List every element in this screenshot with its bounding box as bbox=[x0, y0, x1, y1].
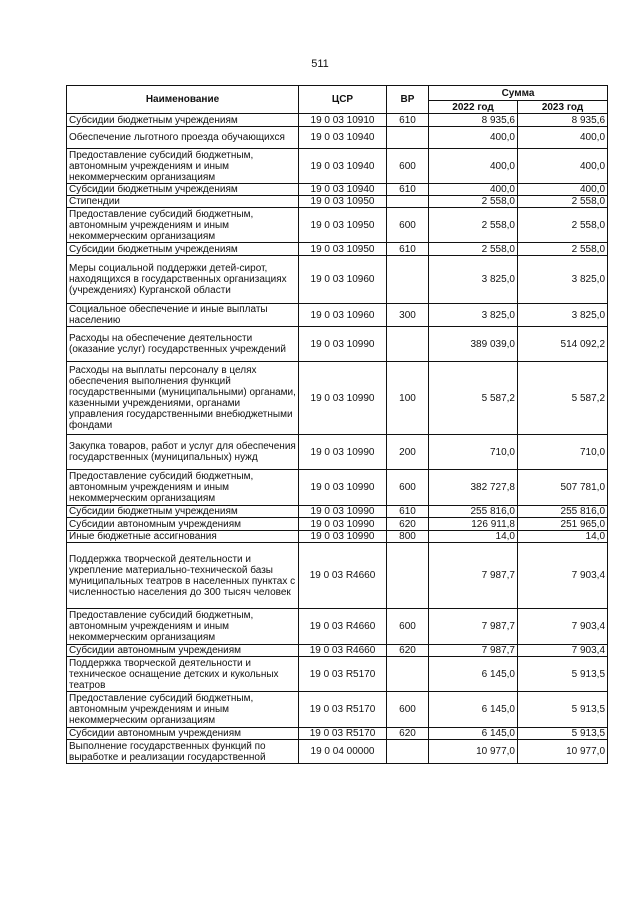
cell-name: Расходы на выплаты персоналу в целях обеспечения выполнения функций государственными (муниципальными) органами, казенными учреждениями, органами управления государственными внебюджетными фондами bbox=[67, 362, 299, 435]
cell-vr: 610 bbox=[387, 506, 429, 518]
cell-vr bbox=[387, 657, 429, 692]
cell-sum-2023: 400,0 bbox=[518, 127, 608, 149]
cell-sum-2023: 7 903,4 bbox=[518, 645, 608, 657]
cell-vr: 600 bbox=[387, 609, 429, 645]
cell-name: Поддержка творческой деятельности и техническое оснащение детских и кукольных театров bbox=[67, 657, 299, 692]
cell-sum-2022: 7 987,7 bbox=[429, 543, 518, 609]
cell-name: Субсидии автономным учреждениям bbox=[67, 645, 299, 657]
cell-csr: 19 0 03 R4660 bbox=[299, 609, 387, 645]
table-row bbox=[67, 657, 608, 692]
cell-name: Стипендии bbox=[67, 196, 299, 208]
cell-sum-2022: 2 558,0 bbox=[429, 196, 518, 208]
table-row bbox=[67, 127, 608, 149]
header-name: Наименование bbox=[67, 86, 299, 114]
cell-csr: 19 0 03 10990 bbox=[299, 506, 387, 518]
cell-csr: 19 0 03 R5170 bbox=[299, 692, 387, 728]
header-vr: ВР bbox=[387, 86, 429, 114]
cell-sum-2023: 2 558,0 bbox=[518, 208, 608, 243]
cell-csr: 19 0 04 00000 bbox=[299, 740, 387, 764]
cell-sum-2023: 7 903,4 bbox=[518, 609, 608, 645]
cell-sum-2022: 10 977,0 bbox=[429, 740, 518, 764]
cell-sum-2022: 14,0 bbox=[429, 531, 518, 543]
cell-csr: 19 0 03 10950 bbox=[299, 243, 387, 256]
table-row bbox=[67, 506, 608, 518]
table-body bbox=[67, 114, 608, 764]
cell-vr: 800 bbox=[387, 531, 429, 543]
cell-sum-2022: 6 145,0 bbox=[429, 728, 518, 740]
cell-csr: 19 0 03 R4660 bbox=[299, 645, 387, 657]
cell-sum-2022: 8 935,6 bbox=[429, 114, 518, 127]
cell-name: Расходы на обеспечение деятельности (оказание услуг) государственных учреждений bbox=[67, 327, 299, 362]
cell-csr: 19 0 03 R5170 bbox=[299, 657, 387, 692]
cell-name: Предоставление субсидий бюджетным, автономным учреждениям и иным некоммерческим организациям bbox=[67, 692, 299, 728]
table-row bbox=[67, 609, 608, 645]
cell-sum-2022: 7 987,7 bbox=[429, 645, 518, 657]
table-row bbox=[67, 740, 608, 764]
cell-vr: 600 bbox=[387, 470, 429, 506]
cell-sum-2023: 514 092,2 bbox=[518, 327, 608, 362]
cell-name: Поддержка творческой деятельности и укрепление материально-технической базы муниципальных театров в населенных пунктах с численностью населения до 300 тысяч человек bbox=[67, 543, 299, 609]
header-year-2022: 2022 год bbox=[429, 101, 518, 114]
cell-name: Субсидии автономным учреждениям bbox=[67, 518, 299, 531]
cell-sum-2022: 3 825,0 bbox=[429, 304, 518, 327]
cell-sum-2022: 6 145,0 bbox=[429, 692, 518, 728]
cell-csr: 19 0 03 10990 bbox=[299, 531, 387, 543]
cell-csr: 19 0 03 10990 bbox=[299, 362, 387, 435]
header-year-2023: 2023 год bbox=[518, 101, 608, 114]
cell-csr: 19 0 03 10910 bbox=[299, 114, 387, 127]
cell-sum-2023: 8 935,6 bbox=[518, 114, 608, 127]
cell-sum-2023: 5 587,2 bbox=[518, 362, 608, 435]
cell-vr bbox=[387, 256, 429, 304]
cell-sum-2022: 2 558,0 bbox=[429, 243, 518, 256]
cell-sum-2023: 5 913,5 bbox=[518, 728, 608, 740]
table-row bbox=[67, 645, 608, 657]
cell-sum-2023: 400,0 bbox=[518, 149, 608, 184]
cell-name: Иные бюджетные ассигнования bbox=[67, 531, 299, 543]
cell-sum-2023: 255 816,0 bbox=[518, 506, 608, 518]
cell-name: Предоставление субсидий бюджетным, автономным учреждениям и иным некоммерческим организациям bbox=[67, 609, 299, 645]
cell-csr: 19 0 03 10960 bbox=[299, 304, 387, 327]
table-row bbox=[67, 362, 608, 435]
cell-vr: 610 bbox=[387, 114, 429, 127]
cell-csr: 19 0 03 10950 bbox=[299, 208, 387, 243]
cell-vr: 300 bbox=[387, 304, 429, 327]
cell-vr bbox=[387, 543, 429, 609]
table-row bbox=[67, 435, 608, 470]
cell-csr: 19 0 03 R5170 bbox=[299, 728, 387, 740]
cell-sum-2023: 2 558,0 bbox=[518, 196, 608, 208]
cell-name: Субсидии бюджетным учреждениям bbox=[67, 506, 299, 518]
cell-csr: 19 0 03 R4660 bbox=[299, 543, 387, 609]
cell-name: Обеспечение льготного проезда обучающихся bbox=[67, 127, 299, 149]
cell-csr: 19 0 03 10990 bbox=[299, 327, 387, 362]
cell-csr: 19 0 03 10990 bbox=[299, 470, 387, 506]
cell-name: Субсидии бюджетным учреждениям bbox=[67, 243, 299, 256]
cell-name: Субсидии автономным учреждениям bbox=[67, 728, 299, 740]
cell-sum-2023: 2 558,0 bbox=[518, 243, 608, 256]
cell-vr bbox=[387, 196, 429, 208]
table-row bbox=[67, 728, 608, 740]
cell-vr: 600 bbox=[387, 149, 429, 184]
table-row bbox=[67, 114, 608, 127]
table-row bbox=[67, 518, 608, 531]
cell-sum-2023: 14,0 bbox=[518, 531, 608, 543]
cell-name: Предоставление субсидий бюджетным, автономным учреждениям и иным некоммерческим организациям bbox=[67, 149, 299, 184]
cell-name: Социальное обеспечение и иные выплаты населению bbox=[67, 304, 299, 327]
cell-vr: 620 bbox=[387, 728, 429, 740]
cell-sum-2022: 389 039,0 bbox=[429, 327, 518, 362]
table-row bbox=[67, 304, 608, 327]
table-row bbox=[67, 243, 608, 256]
table-row bbox=[67, 692, 608, 728]
cell-name: Меры социальной поддержки детей-сирот, находящихся в государственных организациях (учреждениях) Курганской области bbox=[67, 256, 299, 304]
budget-table bbox=[66, 85, 608, 764]
cell-sum-2022: 3 825,0 bbox=[429, 256, 518, 304]
cell-sum-2023: 710,0 bbox=[518, 435, 608, 470]
cell-csr: 19 0 03 10940 bbox=[299, 184, 387, 196]
header-csr: ЦСР bbox=[299, 86, 387, 114]
cell-vr: 620 bbox=[387, 518, 429, 531]
cell-vr: 610 bbox=[387, 184, 429, 196]
table-row bbox=[67, 208, 608, 243]
table-row bbox=[67, 470, 608, 506]
table-row bbox=[67, 149, 608, 184]
cell-name: Выполнение государственных функций по выработке и реализации государственной bbox=[67, 740, 299, 764]
cell-sum-2022: 6 145,0 bbox=[429, 657, 518, 692]
cell-csr: 19 0 03 10990 bbox=[299, 435, 387, 470]
cell-sum-2022: 400,0 bbox=[429, 127, 518, 149]
cell-sum-2022: 2 558,0 bbox=[429, 208, 518, 243]
cell-sum-2023: 507 781,0 bbox=[518, 470, 608, 506]
cell-sum-2022: 126 911,8 bbox=[429, 518, 518, 531]
cell-sum-2023: 5 913,5 bbox=[518, 692, 608, 728]
cell-csr: 19 0 03 10940 bbox=[299, 127, 387, 149]
cell-sum-2023: 5 913,5 bbox=[518, 657, 608, 692]
cell-sum-2023: 3 825,0 bbox=[518, 304, 608, 327]
cell-vr: 600 bbox=[387, 692, 429, 728]
cell-vr: 200 bbox=[387, 435, 429, 470]
cell-sum-2023: 7 903,4 bbox=[518, 543, 608, 609]
cell-vr: 620 bbox=[387, 645, 429, 657]
cell-sum-2023: 3 825,0 bbox=[518, 256, 608, 304]
cell-csr: 19 0 03 10990 bbox=[299, 518, 387, 531]
table-row bbox=[67, 256, 608, 304]
table-row bbox=[67, 531, 608, 543]
cell-vr bbox=[387, 127, 429, 149]
cell-sum-2023: 400,0 bbox=[518, 184, 608, 196]
cell-csr: 19 0 03 10960 bbox=[299, 256, 387, 304]
cell-sum-2022: 5 587,2 bbox=[429, 362, 518, 435]
cell-sum-2022: 255 816,0 bbox=[429, 506, 518, 518]
table-row bbox=[67, 327, 608, 362]
cell-name: Предоставление субсидий бюджетным, автономным учреждениям и иным некоммерческим организациям bbox=[67, 470, 299, 506]
cell-vr: 100 bbox=[387, 362, 429, 435]
cell-vr: 610 bbox=[387, 243, 429, 256]
table-row bbox=[67, 196, 608, 208]
cell-vr: 600 bbox=[387, 208, 429, 243]
cell-vr bbox=[387, 740, 429, 764]
cell-sum-2022: 400,0 bbox=[429, 184, 518, 196]
cell-sum-2022: 7 987,7 bbox=[429, 609, 518, 645]
page-number: 511 bbox=[311, 58, 329, 70]
cell-sum-2023: 10 977,0 bbox=[518, 740, 608, 764]
cell-sum-2022: 710,0 bbox=[429, 435, 518, 470]
cell-sum-2022: 382 727,8 bbox=[429, 470, 518, 506]
cell-sum-2022: 400,0 bbox=[429, 149, 518, 184]
table-row bbox=[67, 543, 608, 609]
table-row bbox=[67, 184, 608, 196]
cell-name: Предоставление субсидий бюджетным, автономным учреждениям и иным некоммерческим организациям bbox=[67, 208, 299, 243]
cell-name: Субсидии бюджетным учреждениям bbox=[67, 114, 299, 127]
cell-name: Закупка товаров, работ и услуг для обеспечения государственных (муниципальных) нужд bbox=[67, 435, 299, 470]
cell-vr bbox=[387, 327, 429, 362]
header-sum: Сумма bbox=[429, 86, 608, 101]
cell-csr: 19 0 03 10950 bbox=[299, 196, 387, 208]
cell-csr: 19 0 03 10940 bbox=[299, 149, 387, 184]
cell-sum-2023: 251 965,0 bbox=[518, 518, 608, 531]
cell-name: Субсидии бюджетным учреждениям bbox=[67, 184, 299, 196]
